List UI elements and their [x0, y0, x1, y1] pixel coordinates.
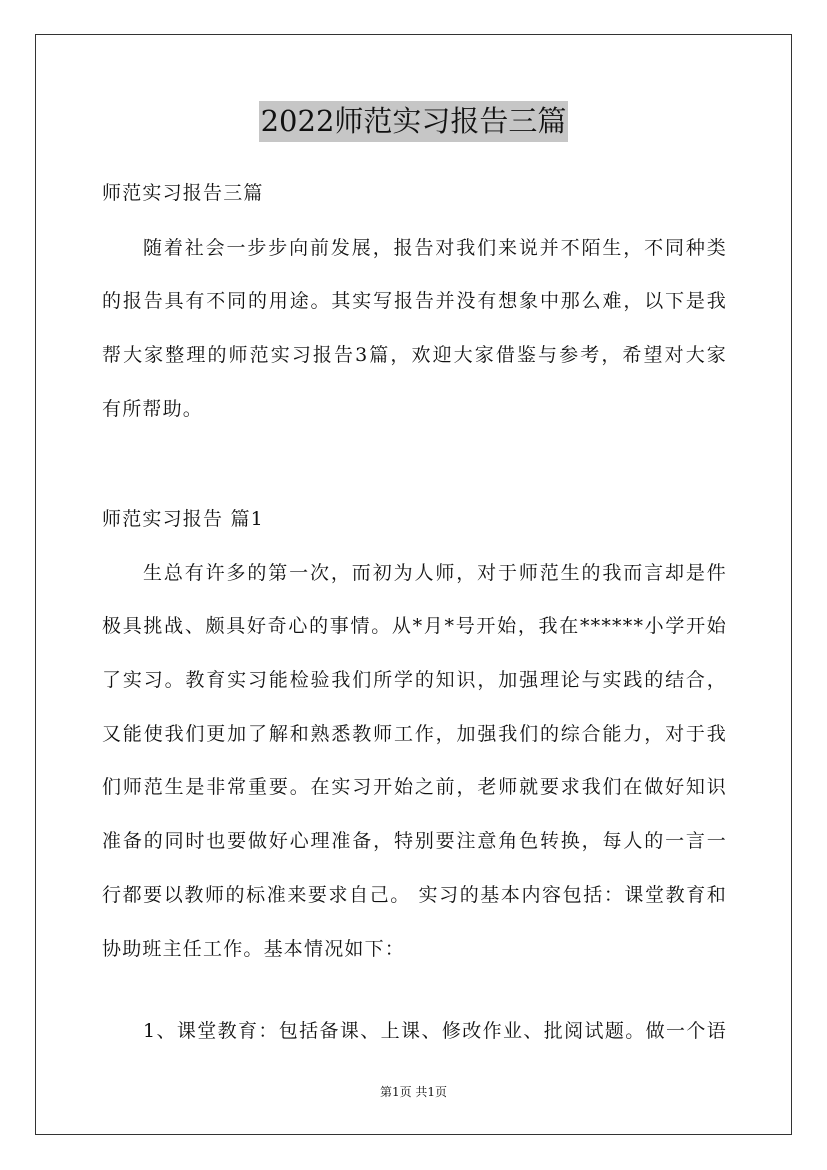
- subtitle: 师范实习报告三篇: [102, 182, 264, 204]
- body-line-6: 准备的同时也要做好心理准备，特别要注意角色转换，每人的一言一: [102, 830, 727, 852]
- section-heading: 师范实习报告 篇1: [102, 508, 264, 530]
- document-title: 2022师范实习报告三篇: [259, 101, 569, 142]
- body-line-2: 极具挑战、颇具好奇心的事情。从*月*号开始，我在******小学开始: [102, 615, 727, 637]
- body-line-3: 了实习。教育实习能检验我们所学的知识，加强理论与实践的结合，: [102, 669, 727, 691]
- intro-line-2: 的报告具有不同的用途。其实写报告并没有想象中那么难，以下是我: [102, 290, 727, 312]
- body-line-5: 们师范生是非常重要。在实习开始之前，老师就要求我们在做好知识: [102, 776, 727, 798]
- intro-line-4: 有所帮助。: [102, 398, 204, 420]
- body-line-4: 又能使我们更加了解和熟悉教师工作，加强我们的综合能力，对于我: [102, 723, 727, 745]
- document-title-wrap: [0, 101, 827, 142]
- body-line-7: 行都要以教师的标准来要求自己。 实习的基本内容包括：课堂教育和: [102, 884, 727, 906]
- list-item-1: 1、课堂教育：包括备课、上课、修改作业、批阅试题。做一个语: [143, 1020, 727, 1042]
- intro-line-3: 帮大家整理的师范实习报告3篇，欢迎大家借鉴与参考，希望对大家: [102, 344, 727, 366]
- intro-line-1: 随着社会一步步向前发展，报告对我们来说并不陌生，不同种类: [143, 237, 727, 259]
- body-line-1: 生总有许多的第一次，而初为人师，对于师范生的我而言却是件: [143, 562, 727, 584]
- body-line-8: 协助班主任工作。基本情况如下：: [102, 938, 406, 960]
- page-footer: 第1页 共1页: [379, 1085, 448, 1099]
